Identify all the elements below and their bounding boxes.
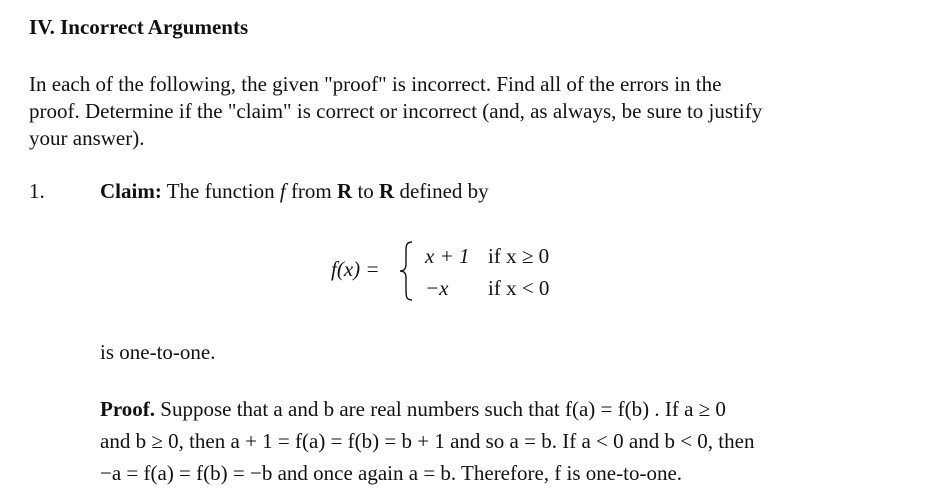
case-condition: if x < 0 [488, 276, 550, 300]
claim-text: The function [161, 179, 280, 203]
function-definition-lhs: f(x) = [331, 257, 380, 281]
claim-codomain-symbol: R [379, 179, 395, 203]
instructions-line-3: your answer). [29, 126, 145, 150]
case-condition: if x ≥ 0 [488, 244, 550, 268]
claim-function-symbol: f [279, 179, 286, 203]
instructions-paragraph [29, 71, 909, 152]
claim-conclusion: is one-to-one. [100, 340, 216, 364]
instructions-line-1: In each of the following, the given "proof" is incorrect. Find all of the errors in the [29, 72, 722, 96]
claim-domain-symbol: R [337, 179, 353, 203]
proof-text: Suppose that a and b are real numbers such that f(a) = f(b) . If a ≥ 0 [155, 397, 726, 421]
claim-text: from [285, 179, 338, 203]
left-brace-icon [398, 240, 414, 302]
proof-paragraph [100, 393, 754, 489]
claim-label: Claim: [100, 179, 162, 203]
claim-text: defined by [394, 179, 489, 203]
case-expression: −x [425, 276, 449, 300]
claim-text: to [352, 179, 380, 203]
problem-number: 1. [29, 179, 45, 203]
instructions-line-2: proof. Determine if the "claim" is correct or incorrect (and, as always, be sure to justify [29, 99, 763, 123]
section-title: IV. Incorrect Arguments [29, 15, 249, 39]
proof-label: Proof. [100, 397, 156, 421]
proof-line-2: and b ≥ 0, then a + 1 = f(a) = f(b) = b + 1 and so a = b. If a < 0 and b < 0, then [100, 429, 755, 453]
proof-line-3: −a = f(a) = f(b) = −b and once again a = b. Therefore, f is one-to-one. [100, 461, 683, 485]
case-expression: x + 1 [425, 244, 470, 268]
proof-line-1 [100, 393, 754, 425]
claim-statement [100, 179, 489, 204]
